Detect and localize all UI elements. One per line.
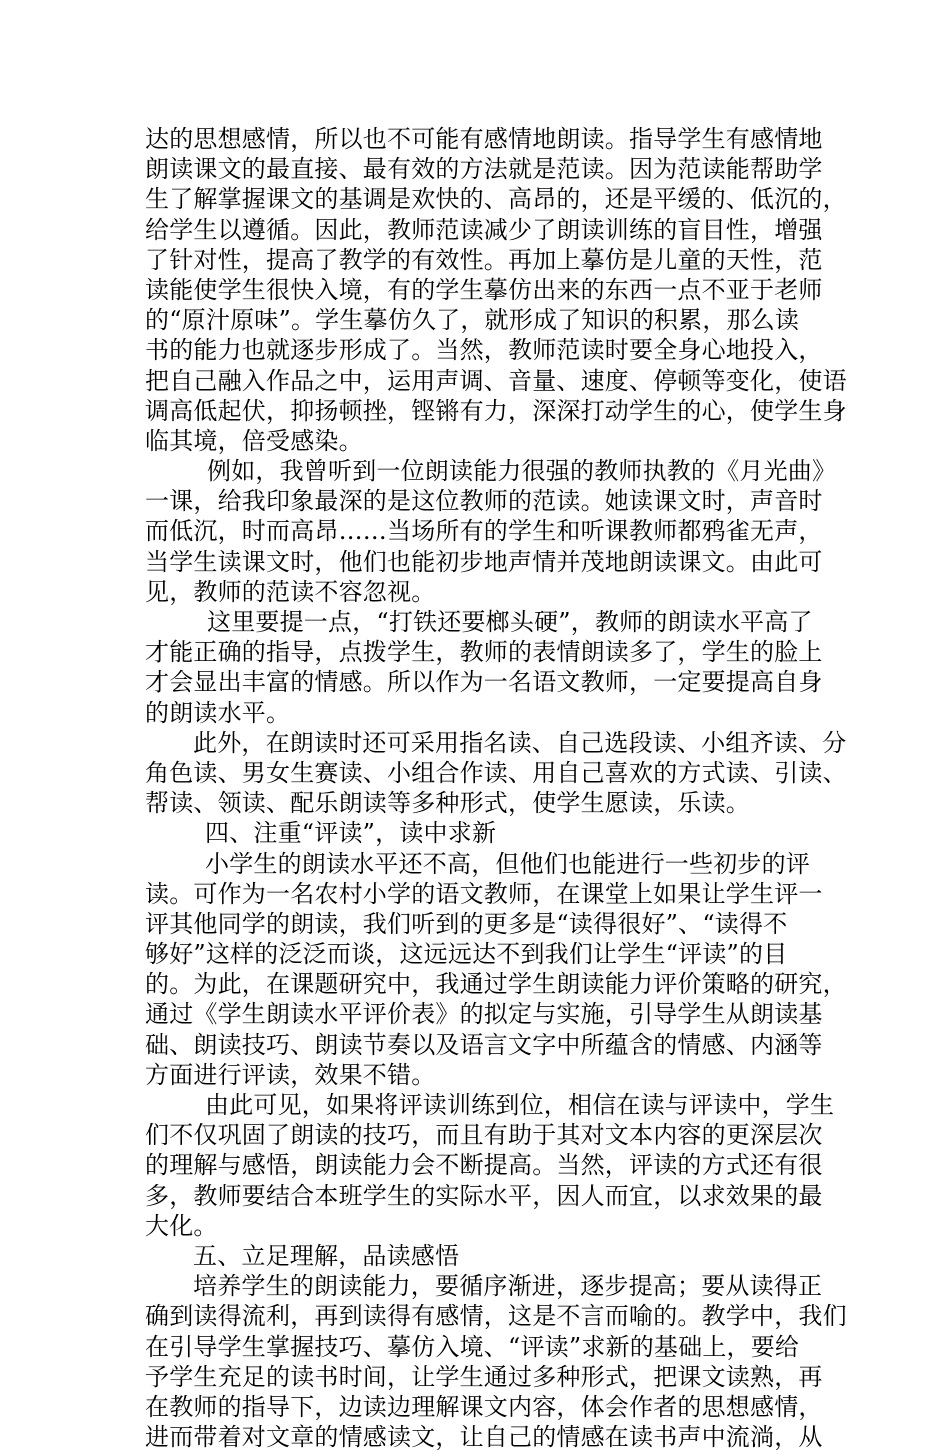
text-line: 进而带着对文章的情感读文，让自己的情感在读书声中流淌，从 [145,1423,823,1452]
text-line: 读能使学生很快入境，有的学生摹仿出来的东西一点不亚于老师 [145,275,823,304]
text-line: 通过《学生朗读水平评价表》的拟定与实施，引导学生从朗读基 [145,1000,823,1029]
text-line: 才会显出丰富的情感。所以作为一名语文教师，一定要提高自身 [145,668,823,697]
text-line: 们不仅巩固了朗读的技巧，而且有助于其对文本内容的更深层次 [145,1121,823,1150]
text-line: 书的能力也就逐步形成了。当然，教师范读时要全身心地投入， [145,336,823,365]
text-line: 见，教师的范读不容忽视。 [145,577,436,606]
paragraph-6 [145,1090,835,1241]
text-line: 在引导学生掌握技巧、摹仿入境、“评读”求新的基础上，要给 [145,1332,800,1361]
text-line: 角色读、男女生赛读、小组合作读、用自己喜欢的方式读、引读、 [145,758,847,787]
section-heading-5 [145,1241,807,1271]
body-text [145,124,847,1452]
text-line: 础、朗读技巧、朗读节奏以及语言文字中所蕴含的情感、内涵等 [145,1030,823,1059]
paragraph-4 [145,728,847,819]
text-line: 当学生读课文时，他们也能初步地声情并茂地朗读课文。由此可 [145,547,823,576]
text-line: 评其他同学的朗读，我们听到的更多是“读得很好”、“读得不 [145,909,788,938]
text-line: 把自己融入作品之中，运用声调、音量、速度、停顿等变化，使语 [145,366,847,395]
text-line: 方面进行评读，效果不错。 [145,1060,436,1089]
text-line: 这里要提一点，“打铁还要榔头硬”，教师的朗读水平高了 [207,608,813,636]
text-line: 一课，给我印象最深的是这位教师的范读。她读课文时，声音时 [145,487,823,516]
text-line: 给学生以遵循。因此，教师范读减少了朗读训练的盲目性，增强 [145,215,823,244]
text-line: 的“原汁原味”。学生摹仿久了，就形成了知识的积累，那么读 [145,306,800,335]
paragraph-3 [145,607,823,728]
text-line: 予学生充足的读书时间，让学生通过多种形式，把课文读熟，再 [145,1362,823,1391]
text-line: 确到读得流利，再到读得有感情，这是不言而喻的。教学中，我们 [145,1302,847,1331]
text-line: 的理解与感悟，朗读能力会不断提高。当然，评读的方式还有很 [145,1151,823,1180]
section-heading-4 [145,818,807,848]
text-line: 小学生的朗读水平还不高，但他们也能进行一些初步的评 [205,849,810,878]
text-line: 读。可作为一名农村小学的语文教师，在课堂上如果让学生评一 [145,879,823,908]
text-line: 达的思想感情，所以也不可能有感情地朗读。指导学生有感情地 [145,125,823,153]
text-line: 大化。 [145,1211,218,1240]
section-heading: 五、立足理解，品读感悟 [193,1241,460,1270]
text-line: 临其境，倍受感染。 [145,426,363,455]
text-line: 的朗读水平。 [145,698,291,727]
text-line: 例如，我曾听到一位朗读能力很强的教师执教的《月光曲》 [207,457,837,486]
paragraph-2 [145,456,837,607]
text-line: 才能正确的指导，点拨学生，教师的表情朗读多了，学生的脸上 [145,638,823,667]
text-line: 的。为此，在课题研究中，我通过学生朗读能力评价策略的研究， [145,970,847,999]
text-line: 在教师的指导下，边读边理解课文内容，体会作者的思想感情， [145,1392,823,1421]
text-line: 此外，在朗读时还可采用指名读、自己选段读、小组齐读、分 [193,728,847,757]
text-line: 调高低起伏，抑扬顿挫，铿锵有力，深深打动学生的心，使学生身 [145,396,847,425]
text-line: 而低沉，时而高昂……当场所有的学生和听课教师都鸦雀无声， [145,517,823,546]
paragraph-1 [145,124,847,456]
text-line: 培养学生的朗读能力，要循序渐进，逐步提高；要从读得正 [193,1272,823,1301]
text-line: 够好”这样的泛泛而谈，这远远达不到我们让学生“评读”的目 [145,940,788,969]
text-line: 由此可见，如果将评读训练到位，相信在读与评读中，学生 [205,1091,835,1119]
section-heading: 四、注重“评读”，读中求新 [205,819,497,848]
text-line: 多，教师要结合本班学生的实际水平，因人而宜，以求效果的最 [145,1181,823,1210]
paragraph-5 [145,849,847,1091]
text-line: 生了解掌握课文的基调是欢快的、高昂的，还是平缓的、低沉的， [145,185,847,214]
paragraph-7 [145,1271,847,1452]
text-line: 朗读课文的最直接、最有效的方法就是范读。因为范读能帮助学 [145,155,823,184]
text-line: 帮读、领读、配乐朗读等多种形式，使学生愿读，乐读。 [145,789,750,818]
text-line: 了针对性，提高了教学的有效性。再加上摹仿是儿童的天性，范 [145,245,823,274]
